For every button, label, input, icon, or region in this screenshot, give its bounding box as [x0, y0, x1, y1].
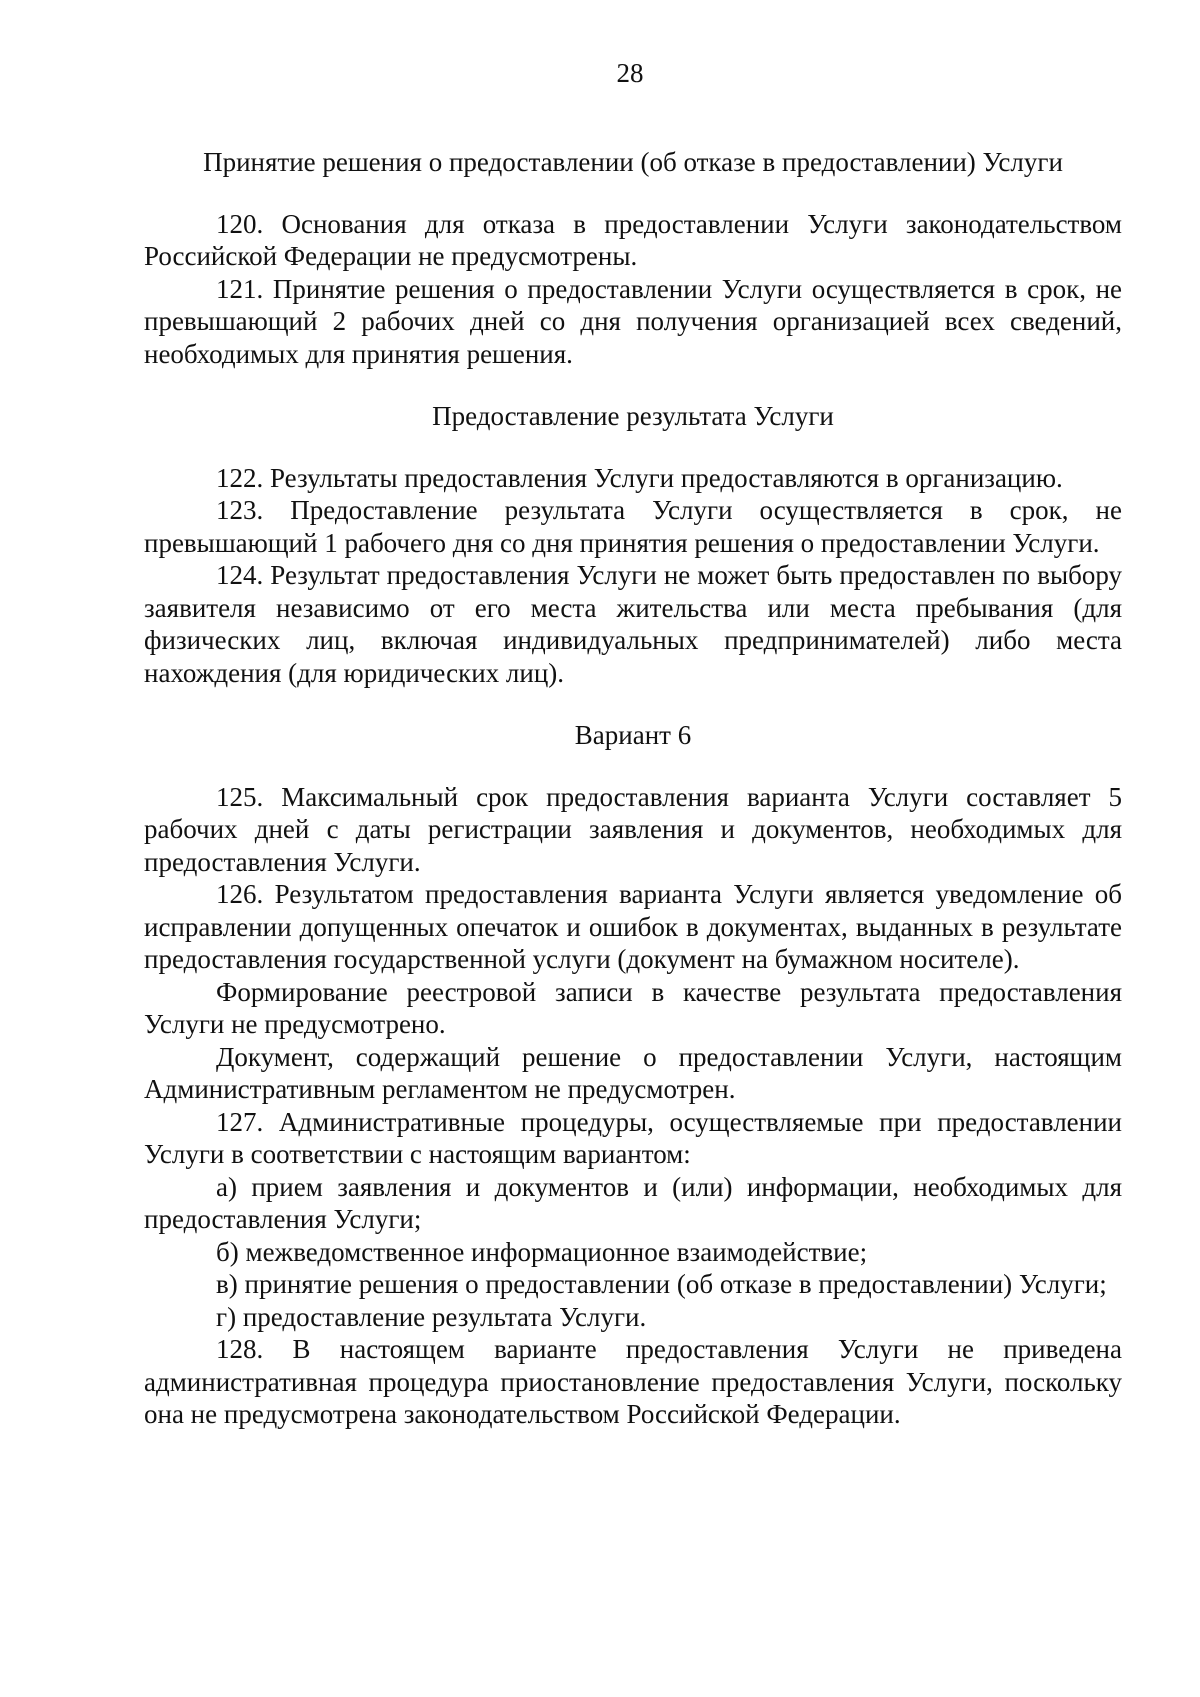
page-number: 28: [616, 58, 644, 88]
list-item-g: г) предоставление результата Услуги.: [216, 1301, 647, 1332]
list-item-a: а) прием заявления и документов и (или) информации, необходимых для предоставления Услуги;: [144, 1171, 1122, 1234]
paragraph-121: 121. Принятие решения о предоставлении Услуги осуществляется в срок, не превышающий 2 рабочих дней со дня получения организацией всех сведений, необходимых для принятия решения.: [144, 273, 1122, 369]
paragraph-127: 127. Административные процедуры, осуществляемые при предоставлении Услуги в соответствии с настоящим вариантом:: [144, 1106, 1122, 1169]
list-item-b: б) межведомственное информационное взаимодействие;: [216, 1236, 868, 1267]
section-heading-decision: Принятие решения о предоставлении (об отказе в предоставлении) Услуги: [203, 147, 1063, 177]
document-body: [144, 146, 1122, 1431]
paragraph-122: 122. Результаты предоставления Услуги предоставляются в организацию.: [216, 462, 1063, 493]
section-heading-result: Предоставление результата Услуги: [432, 401, 834, 431]
paragraph-124: 124. Результат предоставления Услуги не может быть предоставлен по выбору заявителя независимо от его места жительства или места пребывания (для физических лиц, включая индивидуальных предпринимателей) либо места нахождения (для юридических лиц).: [144, 560, 1122, 688]
paragraph-125: 125. Максимальный срок предоставления варианта Услуги составляет 5 рабочих дней с даты регистрации заявления и документов, необходимых для предоставления Услуги.: [144, 781, 1122, 877]
paragraph-128: 128. В настоящем варианте предоставления Услуги не приведена административная процедура приостановление предоставления Услуги, поскольку она не предусмотрена законодательством Российской Федерации.: [144, 1334, 1122, 1429]
paragraph-decision-document: Документ, содержащий решение о предоставлении Услуги, настоящим Административным регламентом не предусмотрен.: [144, 1041, 1122, 1104]
section-heading-variant-6: Вариант 6: [574, 720, 692, 750]
paragraph-registry-record: Формирование реестровой записи в качестве результата предоставления Услуги не предусмотрено.: [144, 976, 1122, 1039]
paragraph-123: 123. Предоставление результата Услуги осуществляется в срок, не превышающий 1 рабочего дня со дня принятия решения о предоставлении Услуги.: [144, 495, 1122, 558]
paragraph-120: 120. Основания для отказа в предоставлении Услуги законодательством Российской Федерации не предусмотрены.: [144, 208, 1122, 271]
list-item-v: в) принятие решения о предоставлении (об отказе в предоставлении) Услуги;: [216, 1269, 1107, 1299]
paragraph-126: 126. Результатом предоставления варианта Услуги является уведомление об исправлении допущенных опечаток и ошибок в документах, выданных в результате предоставления государственной услуги (документ на бумажном носителе).: [144, 879, 1122, 974]
